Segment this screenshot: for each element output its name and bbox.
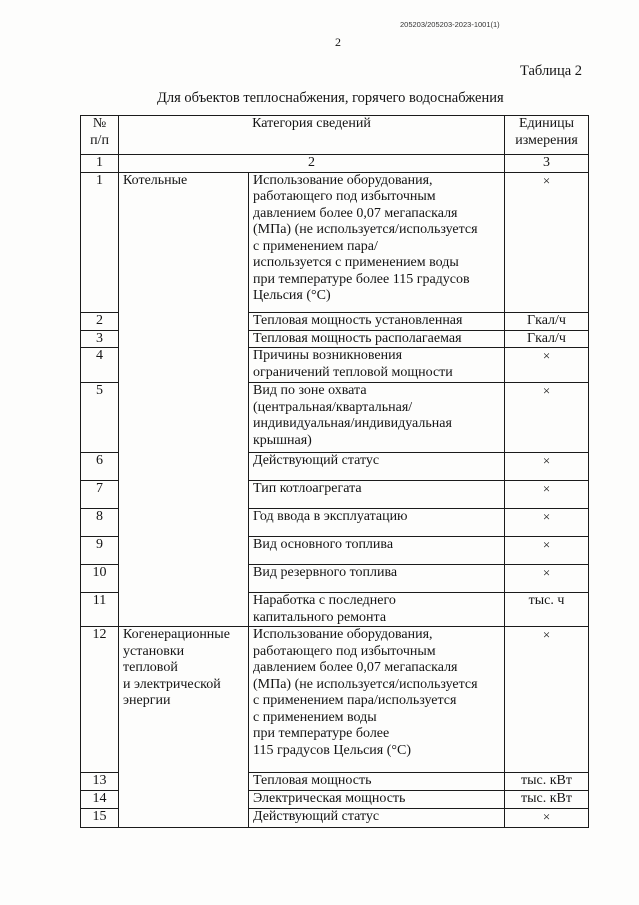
row-unit: тыс. кВт — [505, 773, 589, 791]
description-line: Использование оборудования, — [253, 172, 433, 188]
description-line: используется с применением воды — [253, 255, 459, 270]
description-line: Год ввода в эксплуатацию — [253, 509, 408, 524]
document-id: 205203/205203-2023-1001(1) — [400, 20, 500, 29]
header-row — [81, 116, 589, 155]
row-number: 4 — [81, 348, 119, 383]
row-description — [249, 348, 505, 383]
header-num-line-2: п/п — [90, 132, 109, 148]
description-line: при температуре более — [253, 726, 390, 741]
description-line: (центральная/квартальная/ — [253, 399, 413, 415]
category-group-label — [119, 172, 249, 627]
row-unit: Гкал/ч — [505, 312, 589, 330]
row-unit: × — [505, 627, 589, 773]
description-line: с применением пара/ — [253, 238, 378, 254]
description-line: Действующий статус — [253, 809, 380, 824]
row-number: 13 — [81, 773, 119, 791]
category-label-line: и электрической — [123, 676, 221, 692]
description-line: Причины возникновения — [253, 348, 403, 363]
index-row — [81, 155, 589, 173]
description-line: крышная) — [253, 432, 312, 448]
description-line: с применением пара/используется — [253, 693, 457, 708]
description-line: Электрическая мощность — [253, 791, 406, 806]
header-unit — [505, 116, 589, 155]
row-unit: тыс. кВт — [505, 791, 589, 809]
row-number: 15 — [81, 809, 119, 828]
row-unit: × — [505, 809, 589, 828]
table-row — [81, 627, 589, 773]
description-line: Тип котлоагрегата — [253, 481, 362, 496]
description-line: (МПа) (не используется/используется — [253, 676, 478, 692]
row-description — [249, 312, 505, 330]
description-line: Действующий статус — [253, 453, 380, 468]
row-description — [249, 773, 505, 791]
row-unit: × — [505, 383, 589, 453]
description-line: Тепловая мощность установленная — [253, 312, 463, 328]
index-cell-2: 2 — [119, 155, 505, 173]
description-line: Наработка с последнего — [253, 593, 396, 608]
row-description — [249, 565, 505, 593]
table-body — [81, 172, 589, 828]
description-line: ограничений тепловой мощности — [253, 364, 453, 380]
description-line: давлением более 0,07 мегапаскаля — [253, 660, 458, 675]
description-line: Использование оборудования, — [253, 627, 433, 642]
table-row — [81, 172, 589, 312]
row-description — [249, 593, 505, 627]
category-label-line: Котельные — [123, 172, 188, 188]
description-line: (МПа) (не используется/используется — [253, 222, 478, 237]
row-description — [249, 172, 505, 312]
row-number: 9 — [81, 537, 119, 565]
row-unit: × — [505, 509, 589, 537]
row-description — [249, 383, 505, 453]
category-label-line: Когенерационные — [123, 627, 230, 642]
row-number: 14 — [81, 791, 119, 809]
description-line: Тепловая мощность — [253, 773, 372, 788]
category-group-label — [119, 627, 249, 828]
description-line: Вид по зоне охвата — [253, 383, 367, 398]
description-line: Тепловая мощность располагаемая — [253, 330, 462, 346]
description-line: при температуре более 115 градусов — [253, 271, 470, 287]
row-description — [249, 453, 505, 481]
row-unit: × — [505, 565, 589, 593]
row-number: 7 — [81, 481, 119, 509]
row-unit: × — [505, 537, 589, 565]
row-number: 2 — [81, 312, 119, 330]
header-unit-line-2: измерения — [515, 132, 578, 148]
header-unit-line-1: Единицы — [518, 116, 575, 131]
index-cell-1: 1 — [81, 155, 119, 173]
row-description — [249, 627, 505, 773]
table-title: Для объектов теплоснабжения, горячего водоснабжения — [157, 90, 504, 106]
category-label-line: энергии — [123, 693, 171, 708]
row-unit: × — [505, 481, 589, 509]
table-label: Таблица 2 — [520, 63, 583, 79]
row-number: 1 — [81, 172, 119, 312]
row-description — [249, 791, 505, 809]
header-num — [81, 116, 119, 155]
row-unit: × — [505, 172, 589, 312]
description-line: индивидуальная/индивидуальная — [253, 416, 452, 431]
page-number: 2 — [335, 35, 341, 49]
header-category: Категория сведений — [119, 116, 505, 155]
row-unit: × — [505, 453, 589, 481]
description-line: давлением более 0,07 мегапаскаля — [253, 205, 458, 221]
description-line: работающего под избыточным — [253, 643, 436, 659]
row-unit: тыс. ч — [505, 593, 589, 627]
description-line: Вид основного топлива — [253, 537, 394, 552]
row-number: 10 — [81, 565, 119, 593]
row-number: 12 — [81, 627, 119, 773]
row-description — [249, 509, 505, 537]
row-description — [249, 481, 505, 509]
row-description — [249, 537, 505, 565]
description-line: с применением воды — [253, 709, 377, 725]
index-cell-3: 3 — [505, 155, 589, 173]
row-number: 3 — [81, 330, 119, 348]
category-label-line: тепловой — [123, 660, 178, 675]
row-number: 5 — [81, 383, 119, 453]
header-num-line-1: № — [92, 116, 107, 131]
description-line: Вид резервного топлива — [253, 565, 398, 580]
row-number: 6 — [81, 453, 119, 481]
description-line: 115 градусов Цельсия (°C) — [253, 742, 411, 758]
data-table — [80, 115, 589, 828]
row-number: 11 — [81, 593, 119, 627]
row-number: 8 — [81, 509, 119, 537]
row-description — [249, 330, 505, 348]
row-unit: × — [505, 348, 589, 383]
description-line: работающего под избыточным — [253, 189, 436, 204]
description-line: Цельсия (°C) — [253, 288, 331, 303]
category-label-line: установки — [123, 643, 185, 659]
description-line: капитального ремонта — [253, 609, 387, 625]
row-unit: Гкал/ч — [505, 330, 589, 348]
row-description — [249, 809, 505, 828]
